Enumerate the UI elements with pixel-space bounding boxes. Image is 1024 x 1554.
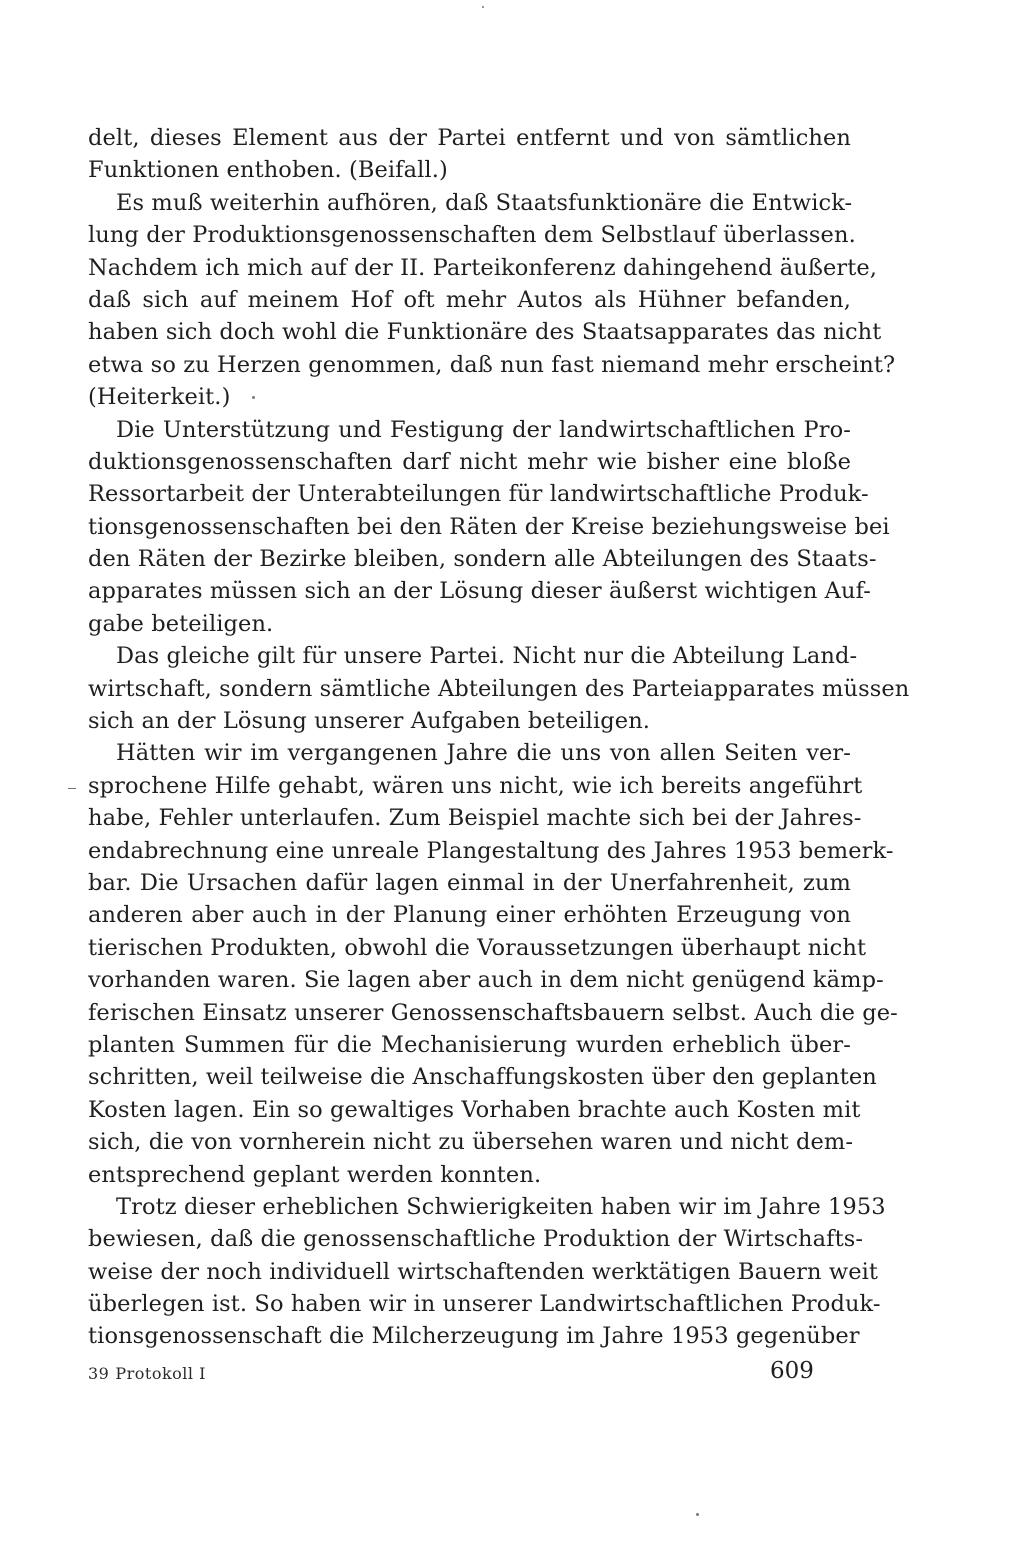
text-line: überlegen ist. So haben wir in unserer Landwirtschaftlichen Produk- (88, 1291, 881, 1318)
text-line: sich, die von vornherein nicht zu übersehen waren und nicht dem- (88, 1129, 854, 1156)
text-line: sich an der Lösung unserer Aufgaben beteiligen. (88, 708, 651, 735)
text-line: anderen aber auch in der Planung einer erhöhten Erzeugung von (88, 902, 851, 929)
text-line: gabe beteiligen. (88, 610, 274, 637)
text-line: den Räten der Bezirke bleiben, sondern alle Abteilungen des Staats- (88, 546, 877, 573)
text-line: entsprechend geplant werden konnten. (88, 1161, 542, 1188)
text-line: lung der Produktionsgenossenschaften dem Selbstlauf überlassen. (88, 222, 856, 249)
text-line: vorhanden waren. Sie lagen aber auch in dem nicht genügend kämp- (88, 967, 884, 994)
text-line: bar. Die Ursachen dafür lagen einmal in der Unerfahrenheit, zum (88, 869, 851, 896)
text-line: habe, Fehler unterlaufen. Zum Beispiel machte sich bei der Jahres- (88, 805, 862, 832)
text-line: etwa so zu Herzen genommen, daß nun fast niemand mehr erscheint? (88, 351, 896, 378)
text-line: tierischen Produkten, obwohl die Voraussetzungen überhaupt nicht (88, 934, 867, 961)
footer-signature (88, 1364, 212, 1383)
scan-speck (252, 396, 255, 399)
text-line: bewiesen, daß die genossenschaftliche Produktion der Wirtschafts- (88, 1226, 864, 1253)
body-text (88, 122, 910, 1353)
text-line: endabrechnung eine unreale Plangestaltung des Jahres 1953 bemerk- (88, 837, 894, 864)
text-line: Funktionen enthoben. (Beifall.) (88, 157, 448, 184)
text-line: Hätten wir im vergangenen Jahre die uns von allen Seiten ver- (116, 740, 851, 767)
scan-speck (482, 6, 484, 8)
text-line: Ressortarbeit der Unterabteilungen für landwirtschaftliche Produk- (88, 481, 869, 508)
text-line: apparates müssen sich an der Lösung dieser äußerst wichtigen Auf- (88, 578, 871, 605)
text-line: wirtschaft, sondern sämtliche Abteilungen des Parteiapparates müssen (88, 675, 910, 702)
scan-speck (68, 788, 76, 789)
text-line: delt, dieses Element aus der Partei entfernt und von sämtlichen (88, 125, 851, 151)
text-line: tionsgenossenschaft die Milcherzeugung im Jahre 1953 gegenüber (88, 1323, 860, 1350)
text-line: Die Unterstützung und Festigung der landwirtschaftlichen Pro- (116, 416, 851, 443)
scan-speck (696, 1513, 699, 1516)
sheet-number: 39 (88, 1364, 110, 1383)
text-line: duktionsgenossenschaften darf nicht mehr wie bisher eine bloße (88, 448, 851, 475)
text-line: Das gleiche gilt für unsere Partei. Nicht nur die Abteilung Land- (116, 643, 858, 670)
page-number: 609 (770, 1358, 814, 1384)
text-line: haben sich doch wohl die Funktionäre des Staatsapparates das nicht (88, 319, 882, 346)
text-line: (Heiterkeit.) (88, 384, 231, 411)
text-line: tionsgenossenschaften bei den Räten der Kreise beziehungsweise bei (88, 513, 890, 540)
text-line: daß sich auf meinem Hof oft mehr Autos als Hühner befanden, (88, 286, 851, 313)
text-line: ferischen Einsatz unserer Genossenschaftsbauern selbst. Auch die ge- (88, 999, 898, 1026)
text-line: weise der noch individuell wirtschaftenden werktätigen Bauern weit (88, 1258, 879, 1285)
text-line: schritten, weil teilweise die Anschaffungskosten über den geplanten (88, 1064, 877, 1091)
text-line: sprochene Hilfe gehabt, wären uns nicht, wie ich bereits angeführt (88, 772, 863, 799)
text-line: Trotz dieser erheblichen Schwierigkeiten haben wir im Jahre 1953 (116, 1193, 886, 1220)
text-line: planten Summen für die Mechanisierung wurden erheblich über- (88, 1031, 851, 1058)
text-line: Nachdem ich mich auf der II. Parteikonferenz dahingehend äußerte, (88, 254, 878, 281)
footer-label: Protokoll I (115, 1364, 206, 1383)
text-line: Kosten lagen. Ein so gewaltiges Vorhaben brachte auch Kosten mit (88, 1096, 861, 1123)
text-line: Es muß weiterhin aufhören, daß Staatsfunktionäre die Entwick- (116, 189, 853, 216)
